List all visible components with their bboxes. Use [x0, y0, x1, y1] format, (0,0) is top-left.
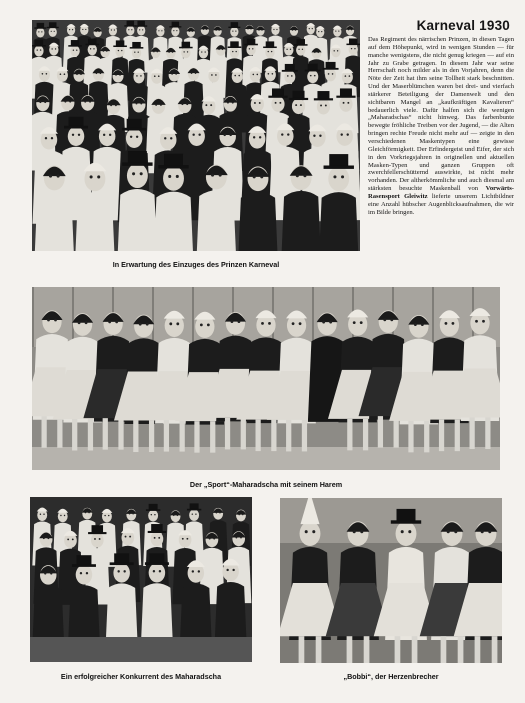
- article-club-name: Vorwärts-Rasensport Gleiwitz: [368, 185, 514, 200]
- article-body: [368, 36, 514, 216]
- article-text-run: Das Regiment des närrischen Prinzen, in diesen Tagen auf dem Höhepunkt, wird in wenigen Stunden — für manche wenigstens, die nicht genug kriegen — auf ein Jahr zu Grabe getragen. In diesem Jahr war seine Herrschaft noch milder als in den Vorjahren, denn die Nöte der Zeit hat ihm seine Tollheit stark beschnitten. Und der Maserblümchen waren bei drei- und vierfach stärkerer Beteiligung der Damenwelt und den sichtbaren Mangel an „kaufkräftigen Kavalieren“ bedauerlich viele. Dafür halfen sich die wenigen „Maharadschas“ nicht hinweg. Das farbenbunte bewegte fröhliche Treiben vor der Jugend, — die Alten bringen rechte Freude nicht mehr auf — zeigte in den verschiedenen Maskentypen eine gewisse Gleichförmigkeit. Der Erfindergeist und Eifer, der sich in den Vorkriegsjahren in originellen und aktuellen Masken-Typen und ganzen Gruppen oft zwerchfellerschütternd auswirkte, ist nicht mehr vorhanden. Der altherkömmliche und auch diesmal am stärksten besuchte Maskenball von: [368, 36, 514, 193]
- photo-crowd-awaiting-prince: [32, 20, 360, 251]
- photo-competitor: [30, 497, 252, 662]
- photo-maharadscha-harem: [32, 287, 500, 470]
- caption-photo-maharadscha: Der „Sport“-Maharadscha mit seinem Harem: [189, 480, 343, 489]
- photo-bobbi: [280, 498, 502, 663]
- article-text-run: lieferte unserem Lichtbildner eine Anzahl hübscher Augenblicksaufnahmen, die wir im Bilde bringen.: [368, 192, 514, 216]
- caption-photo-bobbi: „Bobbi“, der Herzenbrecher: [343, 672, 439, 681]
- caption-photo-competitor: Ein erfolgreicher Konkurrent des Maharadscha: [60, 672, 222, 681]
- article-title: Karneval 1930: [416, 18, 510, 33]
- caption-photo-crowd: In Erwartung des Einzuges des Prinzen Karneval: [112, 260, 280, 269]
